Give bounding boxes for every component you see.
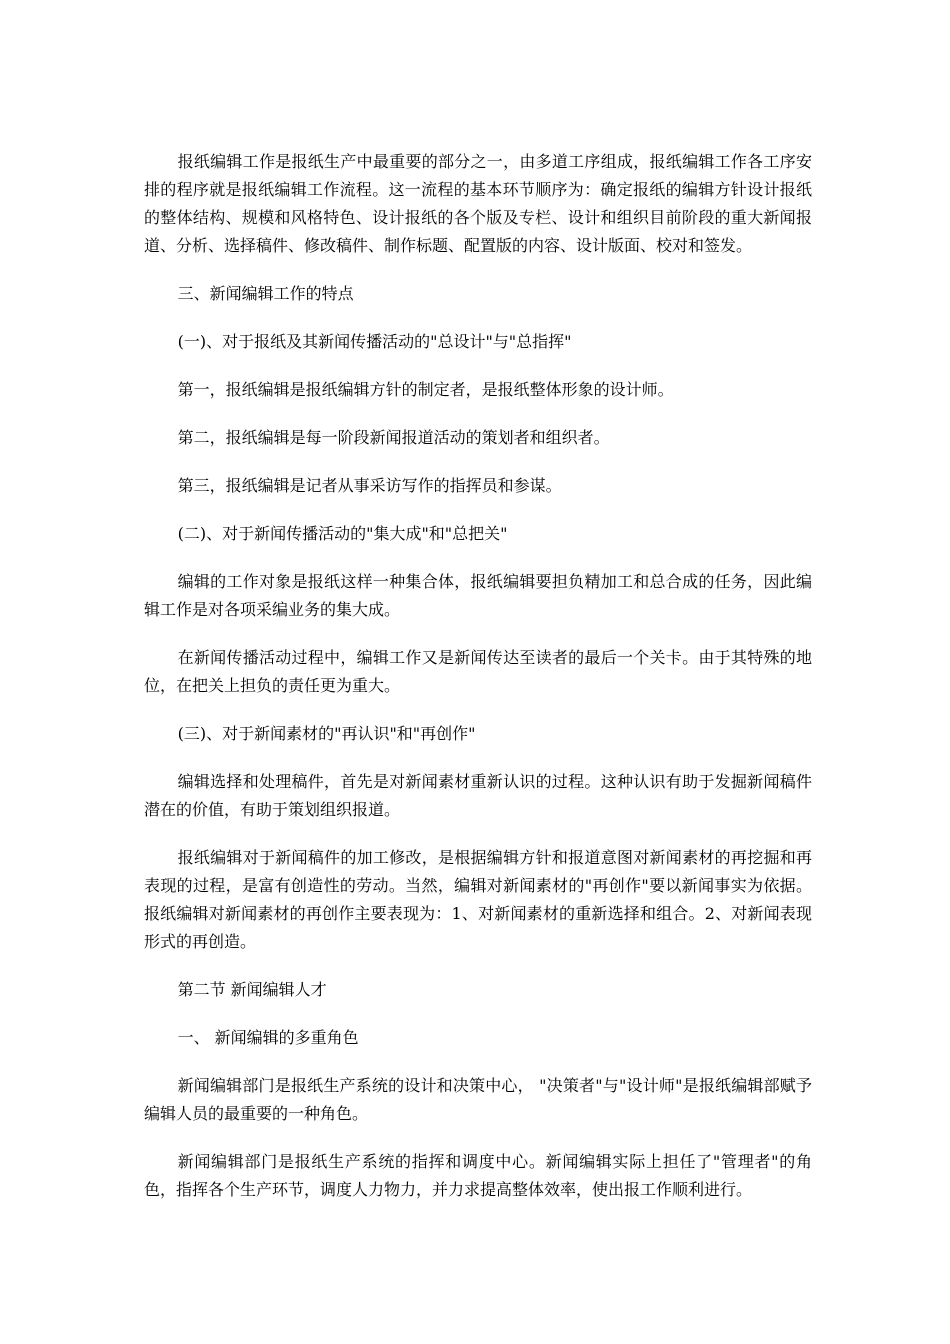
paragraph-gatekeeping: 在新闻传播活动过程中，编辑工作又是新闻传达至读者的最后一个关卡。由于其特殊的地位，在把关上担负的责任更为重大。 (144, 648, 812, 695)
point-2: 第二，报纸编辑是每一阶段新闻报道活动的策划者和组织者。 (177, 428, 610, 447)
point-3: 第三，报纸编辑是记者从事采访写作的指挥员和参谋。 (177, 476, 562, 495)
paragraph-decision-center: 新闻编辑部门是报纸生产系统的设计和决策中心， "决策者"与"设计师"是报纸编辑部赋予编辑人员的最重要的一种角色。 (144, 1076, 812, 1123)
paragraph-recognition: 编辑选择和处理稿件，首先是对新闻素材重新认识的过程。这种认识有助于发掘新闻稿件潜在的价值，有助于策划组织报道。 (144, 772, 812, 819)
subheading-2: (二)、对于新闻传播活动的"集大成"和"总把关" (177, 524, 508, 543)
subheading-3: (三)、对于新闻素材的"再认识"和"再创作" (177, 724, 476, 743)
section-heading-features: 三、新闻编辑工作的特点 (177, 284, 354, 303)
paragraph-command-center: 新闻编辑部门是报纸生产系统的指挥和调度中心。新闻编辑实际上担任了"管理者"的角色，指挥各个生产环节，调度人力物力，并力求提高整体效率，使出报工作顺利进行。 (144, 1152, 812, 1199)
subheading-1: (一)、对于报纸及其新闻传播活动的"总设计"与"总指挥" (177, 332, 572, 351)
section-heading-talent: 第二节 新闻编辑人才 (177, 980, 327, 999)
subheading-roles: 一、 新闻编辑的多重角色 (177, 1028, 359, 1047)
point-1: 第一，报纸编辑是报纸编辑方针的制定者，是报纸整体形象的设计师。 (177, 380, 674, 399)
paragraph-recreation: 报纸编辑对于新闻稿件的加工修改，是根据编辑方针和报道意图对新闻素材的再挖掘和再表现的过程，是富有创造性的劳动。当然，编辑对新闻素材的"再创作"要以新闻事实为依据。报纸编辑对新闻素材的再创作主要表现为：1、对新闻素材的重新选择和组合。2、对新闻表现形式的再创造。 (144, 848, 812, 951)
paragraph-integration: 编辑的工作对象是报纸这样一种集合体，报纸编辑要担负精加工和总合成的任务，因此编辑工作是对各项采编业务的集大成。 (144, 572, 812, 619)
document-body (144, 148, 812, 1224)
intro-paragraph: 报纸编辑工作是报纸生产中最重要的部分之一，由多道工序组成，报纸编辑工作各工序安排的程序就是报纸编辑工作流程。这一流程的基本环节顺序为：确定报纸的编辑方针设计报纸的整体结构、规模和风格特色、设计报纸的各个版及专栏、设计和组织目前阶段的重大新闻报道、分析、选择稿件、修改稿件、制作标题、配置版的内容、设计版面、校对和签发。 (144, 152, 812, 255)
